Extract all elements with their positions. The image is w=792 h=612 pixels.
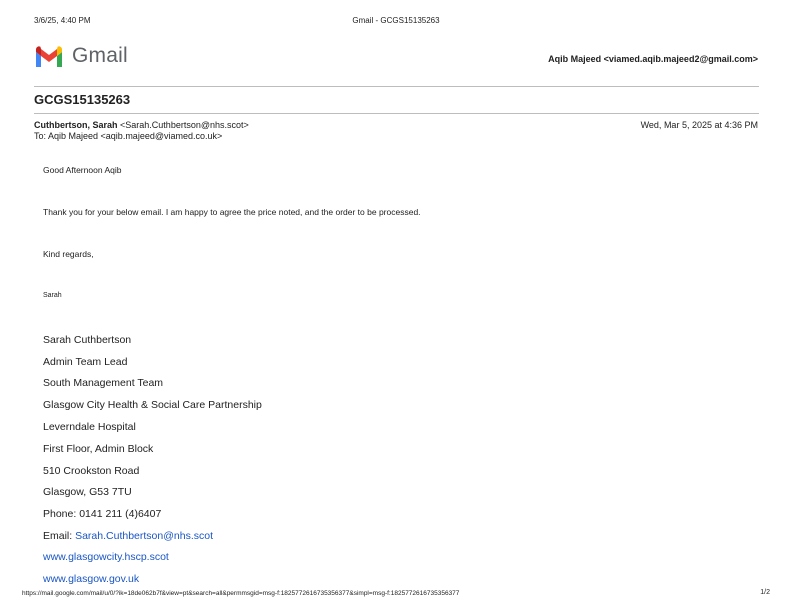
gmail-wordmark: Gmail bbox=[72, 44, 128, 67]
signature-line: Glasgow, G53 7TU bbox=[43, 486, 132, 498]
email-sign-name: Sarah bbox=[43, 292, 62, 299]
hscp-website-link[interactable]: www.glasgowcity.hscp.scot bbox=[43, 551, 169, 563]
signature-line: First Floor, Admin Block bbox=[43, 443, 154, 455]
print-url: https://mail.google.com/mail/u/0/?ik=18de062b7f&view=pt&search=all&permmsgid=msg-f:1825772616735356377&simpl=msg-f:1825772616735356377 bbox=[22, 590, 460, 597]
email-closing: Kind regards, bbox=[43, 249, 94, 259]
signature-email-link[interactable]: Sarah.Cuthbertson@nhs.scot bbox=[75, 530, 213, 542]
signature-line: 510 Crookston Road bbox=[43, 465, 140, 477]
recipient-line: To: Aqib Majeed <aqib.majeed@viamed.co.uk> bbox=[34, 131, 223, 141]
signature-email-line bbox=[43, 530, 213, 542]
gmail-logo-icon bbox=[34, 45, 64, 68]
email-paragraph: Thank you for your below email. I am happy to agree the price noted, and the order to be processed. bbox=[43, 207, 421, 217]
print-datetime: 3/6/25, 4:40 PM bbox=[34, 16, 91, 25]
print-page-number: 1/2 bbox=[760, 589, 770, 596]
subject-divider bbox=[34, 113, 759, 114]
email-date: Wed, Mar 5, 2025 at 4:36 PM bbox=[640, 120, 758, 130]
signature-email-label: Email: bbox=[43, 530, 76, 542]
signature-line: Phone: 0141 211 (4)6407 bbox=[43, 508, 162, 520]
sender-line bbox=[34, 120, 249, 130]
signature-line: Leverndale Hospital bbox=[43, 421, 136, 433]
signature-line: Sarah Cuthbertson bbox=[43, 334, 132, 346]
header-divider bbox=[34, 86, 759, 87]
print-page-title: Gmail - GCGS15135263 bbox=[352, 16, 440, 25]
council-website-link[interactable]: www.glasgow.gov.uk bbox=[43, 573, 140, 585]
signature-line: South Management Team bbox=[43, 377, 164, 389]
sender-address: <Sarah.Cuthbertson@nhs.scot> bbox=[120, 120, 249, 130]
email-subject: GCGS15135263 bbox=[34, 92, 131, 107]
sender-name: Cuthbertson, Sarah bbox=[34, 120, 118, 130]
account-label: Aqib Majeed <viamed.aqib.majeed2@gmail.com> bbox=[548, 54, 758, 64]
signature-line: Glasgow City Health & Social Care Partnership bbox=[43, 399, 262, 411]
email-greeting: Good Afternoon Aqib bbox=[43, 165, 122, 175]
signature-line: Admin Team Lead bbox=[43, 356, 128, 368]
